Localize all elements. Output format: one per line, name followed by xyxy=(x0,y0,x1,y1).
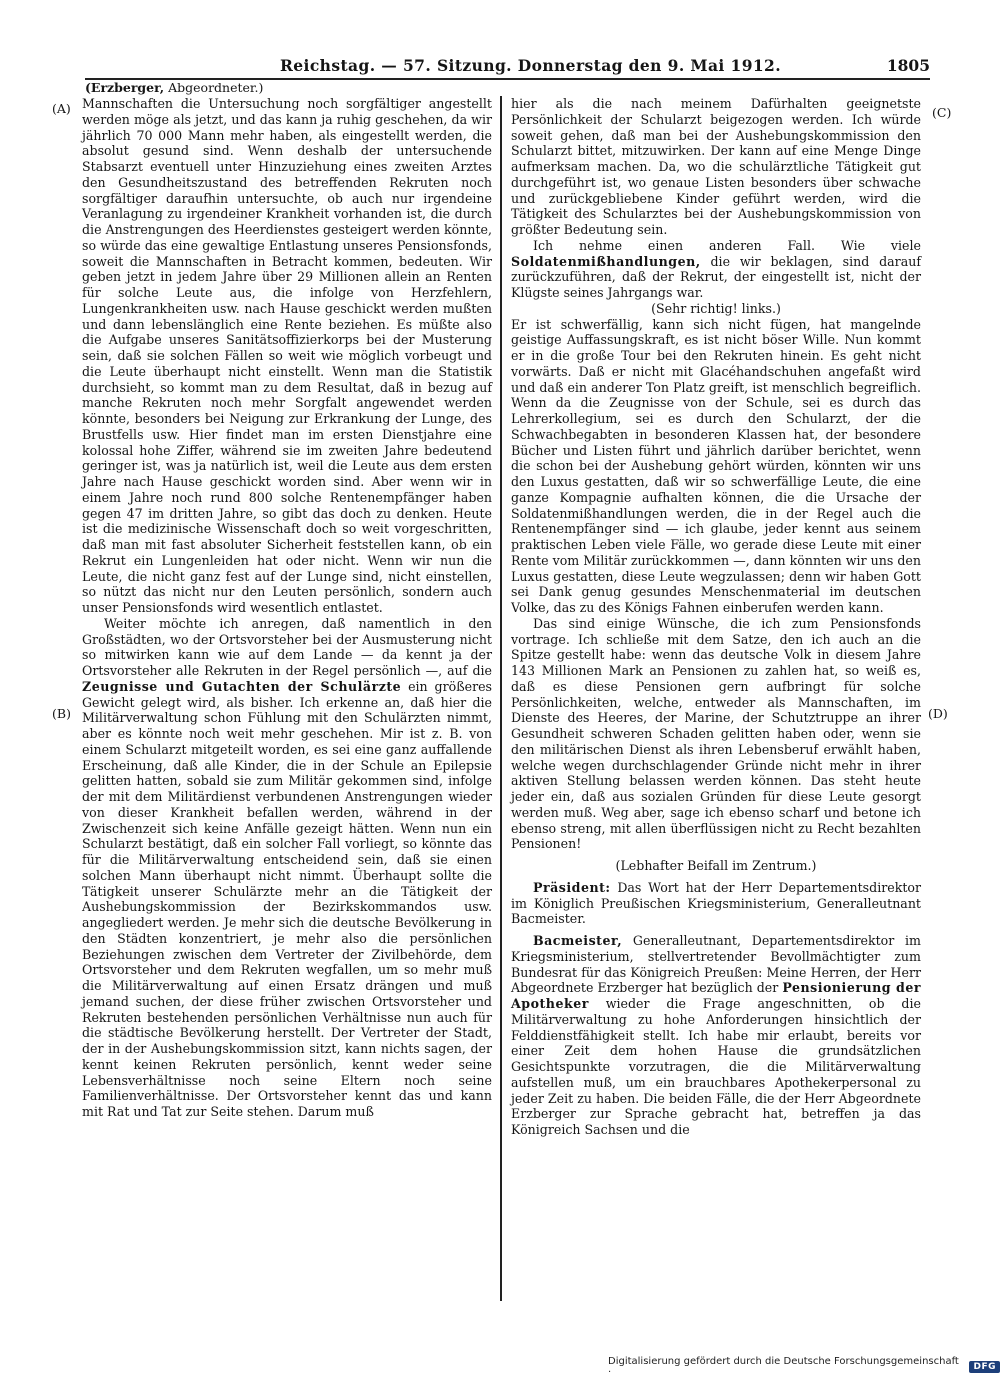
speaker-heading xyxy=(85,80,263,95)
emphasis-heading: Soldatenmißhandlungen, xyxy=(511,253,701,269)
emphasis-heading: Zeugnisse und Gutachten der Schulärzte xyxy=(82,678,402,694)
emphasis-heading: Pensionierung der Apotheker xyxy=(511,980,921,1011)
speaker-label: Bacmeister, xyxy=(533,933,623,948)
interjection: (Sehr richtig! links.) xyxy=(651,300,781,316)
right-paragraph xyxy=(511,933,921,1138)
running-title: Reichstag. — 57. Sitzung. Donnerstag den 9. Mai 1912. xyxy=(280,56,782,75)
column-divider xyxy=(500,96,502,1301)
page-header xyxy=(85,52,930,80)
text-run: Weiter möchte ich anregen, daß namentlich in den Großstädten, wo der Ortsvorsteher bei der Ausmusterung nicht so mitwirken kann wie auf dem Lande — da kennt ja der Ortsvorsteher alle Rekruten in der Regel persönlich —, auf die xyxy=(82,615,492,678)
footer-text: Digitalisierung gefördert durch die Deutsche Forschungsgemeinschaft · xyxy=(608,1356,959,1378)
text-run: die wir beklagen, sind darauf zurückzuführen, daß der Rekrut, der eingestellt ist, nicht der Klügste seines Jahrgangs war. xyxy=(511,253,921,300)
dfg-logo-icon: DFG xyxy=(969,1361,1000,1373)
speaker-name: (Erzberger, xyxy=(85,80,165,95)
right-paragraph: Er ist schwerfällig, kann sich nicht fügen, hat mangelnde geistige Auffassungskraft, es ist nicht böser Wille. Nun kommt er in die große Tour bei den Rekruten hinein. Es geht nicht vorwärts. Daß er nicht mit Glacéhandschuhen angefaßt wird und daß ein anderer Ton Platz greift, ist menschlich begreiflich. Wenn da die Zeugnisse von der Schule, sei es durch das Lehrerkollegium, sei es durch den Schularzt, der die Schwachbegabten in besonderen Klassen hat, der besondere Bücher und Listen führt und jährlich darüber berichtet, wenn die schon bei der Aushebung gehört würden, könnten wir uns den Luxus gestatten, daß wir so schwerfällige Leute, die eine ganze Kompagnie aufhalten können, die die Ursache der Soldatenmißhandlungen werden, die in der Regel auch die Rentenempfänger sind — ich glaube, jeder kennt aus seinem praktischen Leben viele Fälle, wo gerade diese Leute mit einer Rente vom Militär zurückkommen —, dann könnten wir uns den Luxus gestatten, diese Leute wegzulassen; denn wir haben Gott sei Dank genug gesundes Menschenmaterial im deutschen Volke, das zu des Königs Fahnen einberufen werden kann. xyxy=(511,316,921,615)
margin-mark-d: (D) xyxy=(928,706,948,721)
text-run: wieder die Frage angeschnitten, ob die Militärverwaltung zu hohe Anforderungen hinsichtlich der Felddienstfähigkeit stellt. Ich habe mir erlaubt, bereits vor einer Zeit dem hohen Hause die grundsätzlichen Gesichtspunkte vorzutragen, die die Militärverwaltung aufstellen muß, um ein brauchbares Apothekerpersonal zu jeder Zeit zu haben. Die beiden Fälle, die der Herr Abgeordnete Erzberger zur Sprache gebracht hat, betreffen ja das Königreich Sachsen und die xyxy=(511,996,921,1137)
right-paragraph: Das sind einige Wünsche, die ich zum Pensionsfonds vortrage. Ich schließe mit dem Satze, den ich auch an die Spitze gestellt habe: wenn das deutsche Volk in diesem Jahre 143 Millionen Mark an Pensionen zu zahlen hat, so weiß es, daß es diese Pensionen gern aufbringt für solche Persönlichkeiten, welche, entweder als Mannschaften, im Dienste des Heeres, der Marine, der Schutztruppe an ihrer Gesundheit schweren Schaden gelitten haben oder, wenn sie den militärischen Dienst als ihren Lebensberuf erwählt haben, welche wegen durchschlagender Gründe nicht mehr in ihrer aktiven Stellung belassen werden können. Das steht heute jeder ein, daß aus sozialen Gründen für diese Leute gesorgt werden muß. Weg aber, sage ich ebenso scharf und betone ich ebenso streng, mit allen überflüssigen nicht zu Recht bezahlten Pensionen! xyxy=(511,615,921,852)
text-run: Ich nehme einen anderen Fall. Wie viele xyxy=(533,237,921,253)
text-run: Generalleutnant, Departementsdirektor im Kriegsministerium, stellvertretender Bevollmächtigter zum Bundesrat für das Königreich Preußen: Meine Herren, der Herr Abgeordnete Erzberger hat bezüglich der xyxy=(511,933,921,996)
margin-mark-a: (A) xyxy=(52,101,71,116)
digitization-footer xyxy=(608,1356,1000,1378)
right-paragraph xyxy=(511,880,921,927)
margin-mark-b: (B) xyxy=(52,706,71,721)
left-column xyxy=(82,96,492,1301)
text-run: Das Wort hat der Herr Departementsdirektor im Königlich Preußischen Kriegsministerium, Generalleutnant Bacmeister. xyxy=(511,879,921,927)
right-column xyxy=(511,96,921,1301)
interjection: (Lebhafter Beifall im Zentrum.) xyxy=(615,858,817,873)
left-paragraph xyxy=(82,616,492,1120)
left-paragraph: Mannschaften die Untersuchung noch sorgfältiger angestellt werden möge als jetzt, und das kann ja ruhig geschehen, da wir jährlich 70 000 Mann mehr haben, als eingestellt werden, die absolut gesund sind. Wenn deshalb der untersuchende Stabsarzt eventuell unter Hinzuziehung eines zweiten Arztes den Gesundheitszustand des betreffenden Rekruten noch sorgfältiger daraufhin untersuchte, ob auch nur irgendeine Veranlagung zu irgendeiner Krankheit vorhanden ist, die durch die Anstrengungen des Heerdienstes gesteigert werden könnte, so würde das eine gewaltige Entlastung unseres Pensionsfonds, soweit die Mannschaften in Betracht kommen, bedeuten. Wir geben jetzt in jedem Jahre über 29 Millionen allein an Renten für solche Leute aus, die infolge von Herzfehlern, Lungenkrankheiten usw. nach Hause geschickt werden mußten und dann lebenslänglich eine Rente beziehen. Es müßte also die Aufgabe unseres Sanitätsoffizierkorps bei der Musterung sein, daß sie solchen Fällen so weit wie möglich vorbeugt und die Leute überhaupt nicht einstellt. Wenn man die Statistik durchsieht, so kommt man zu dem Resultat, daß in bezug auf manche Rekruten noch mehr Sorgfalt angewendet werden könnte, besonders bei Neigung zur Erkrankung der Lunge, des Brustfells usw. Hier findet man im ersten Dienstjahre eine kolossal hohe Ziffer, während sie im zweiten Jahre bedeutend geringer ist, was ja natürlich ist, weil die Leute aus dem ersten Jahre nach Hause geschickt worden sind. Aber wenn wir in einem Jahre noch rund 800 solche Rentenempfänger haben gegen 47 im dritten Jahre, so gibt das doch zu denken. Heute ist die medizinische Wissenschaft doch so weit vorgeschritten, daß man mit fast absoluter Sicherheit feststellen kann, ob ein Rekrut ein Lungenleiden hat oder nicht. Wenn wir nun die Leute, die nicht ganz fest auf der Lunge sind, nicht einstellen, so nützt das nicht nur den Leuten persönlich, sondern auch unser Pensionsfonds wird wesentlich entlastet. xyxy=(82,96,492,615)
right-paragraph xyxy=(511,238,921,301)
speaker-label: Präsident: xyxy=(533,879,611,895)
page-number: 1805 xyxy=(886,56,930,75)
right-paragraph: hier als die nach meinem Dafürhalten geeignetste Persönlichkeit der Schularzt beigezogen werden. Ich würde soweit gehen, daß man bei der Aushebungskommission den Schularzt bittet, mitzuwirken. Der kann auf eine Menge Dinge aufmerksam machen. Da, wo die schulärztliche Tätigkeit gut durchgeführt ist, wo genaue Listen besonders über schwache und zurückgebliebene Kinder geführt werden, wird die Tätigkeit des Schularztes bei der Aushebungskommission von größter Bedeutung sein. xyxy=(511,96,921,237)
text-run: ein größeres Gewicht gelegt wird, als bisher. Ich erkenne an, daß hier die Militärverwaltung schon Fühlung mit den Schulärzten nimmt, aber es könnte noch weit mehr geschehen. Mir ist z. B. von einem Schularzt mitgeteilt worden, es sei eine ganz auffallende Erscheinung, daß alle Kinder, die in der Schule an Epilepsie gelitten hatten, sobald sie zum Militär gekommen sind, infolge der mit dem Militärdienst verbundenen Anstrengungen wieder von dieser Krankheit befallen werden, während in der Zwischenzeit sich keine Anfälle gezeigt hätten. Wenn nun ein Schularzt bestätigt, daß ein solcher Fall vorliegt, so könnte das für die Militärverwaltung entscheidend sein, daß sie einen solchen Mann überhaupt nicht nimmt. Überhaupt sollte die Tätigkeit unserer Schulärzte mehr an die Tätigkeit der Aushebungskommission der Bezirkskommandos usw. angegliedert werden. Je mehr sich die deutsche Bevölkerung in den Städten konzentriert, je mehr also die persönlichen Beziehungen zwischen dem Vertreter der Zivilbehörde, dem Ortsvorsteher und dem Rekruten wegfallen, um so mehr muß die Militärverwaltung auf einen Ersatz drängen und muß jemand suchen, der diese früher zwischen Ortsvorsteher und Rekruten bestehenden persönlichen Verhältnisse nun auch für die städtische Bevölkerung herstellt. Der Vertreter der Stadt, der in der Aushebungskommission sitzt, kann nichts sagen, der kennt keinen Rekruten persönlich, kennt weder seine Lebensverhältnisse noch seine Eltern noch seine Familienverhältnisse. Der Ortsvorsteher kennt das und kann mit Rat und Tat zur Seite stehen. Darum muß xyxy=(82,678,493,1119)
speaker-role: Abgeordneter.) xyxy=(168,80,264,95)
margin-mark-c: (C) xyxy=(932,105,952,120)
